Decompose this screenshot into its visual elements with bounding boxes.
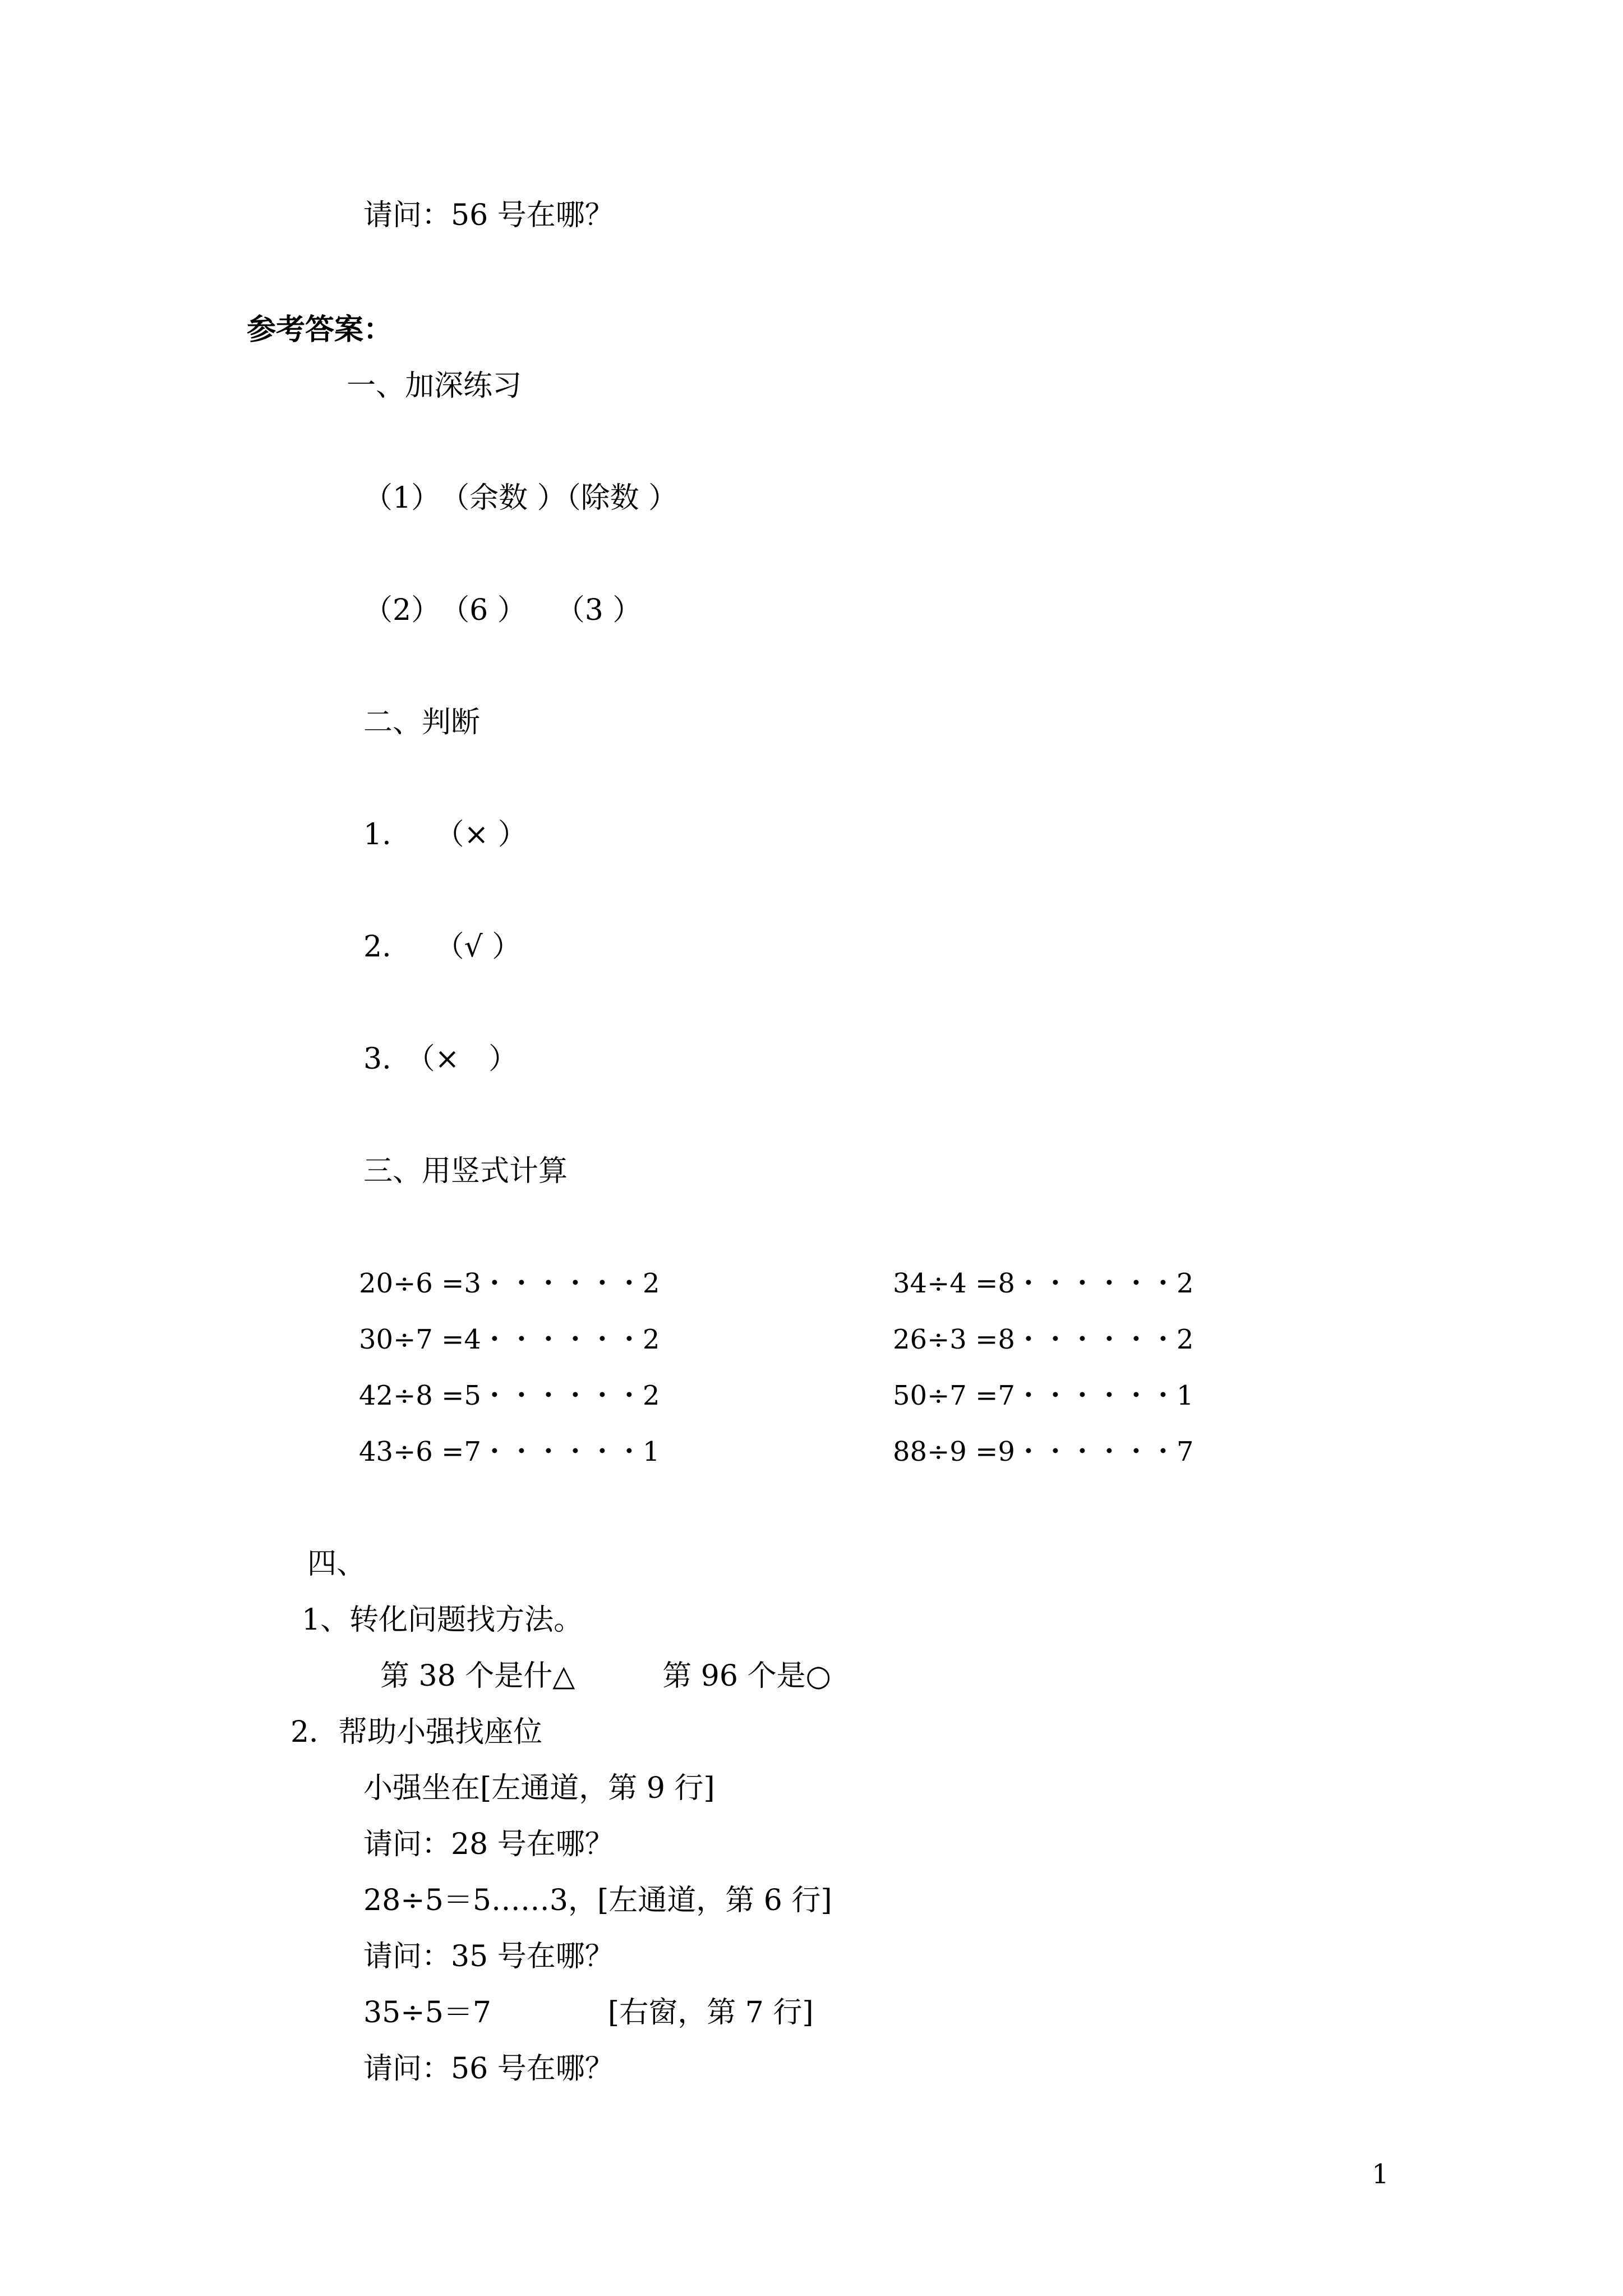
- calc-right-3: 50÷7 =7・・・・・・1: [893, 1380, 1194, 1411]
- seat-line-3: 28÷5＝5……3，[左通道，第 6 行]: [363, 1884, 832, 1917]
- calc-left-4: 43÷6 =7・・・・・・1: [359, 1436, 660, 1467]
- section-2-title: 二、判断: [363, 706, 481, 739]
- page-number: 1: [1372, 2159, 1389, 2190]
- section-1-title: 一、加深练习: [347, 369, 522, 403]
- seat-line-4: 请问：35 号在哪？: [363, 1940, 614, 1973]
- seat-line-1: 小强坐在[左通道，第 9 行]: [363, 1772, 715, 1805]
- section-3-title: 三、用竖式计算: [363, 1154, 568, 1188]
- seat-line-6: 请问：56 号在哪？: [363, 2052, 614, 2086]
- calc-right-1: 34÷4 =8・・・・・・2: [893, 1268, 1194, 1299]
- calc-right-4: 88÷9 =9・・・・・・7: [893, 1436, 1194, 1467]
- seat-line-2: 请问：28 号在哪？: [363, 1828, 614, 1861]
- section-4-sub-1-title: 1、转化问题找方法。: [302, 1603, 583, 1637]
- question-56-top: 请问：56 号在哪？: [363, 199, 614, 232]
- section-4-sub-1-answer: 第 38 个是什△ 第 96 个是○: [380, 1659, 831, 1693]
- section-4-sub-2-title: 2．帮助小强找座位: [291, 1715, 543, 1749]
- judgment-answer-2: 2. （√ ）: [363, 930, 522, 964]
- calc-left-2: 30÷7 =4・・・・・・2: [359, 1324, 660, 1355]
- calc-right-2: 26÷3 =8・・・・・・2: [893, 1324, 1194, 1355]
- calc-left-1: 20÷6 =3・・・・・・2: [359, 1268, 660, 1299]
- section-1-answer-2: （2） （6 ） （3 ）: [363, 593, 642, 627]
- section-1-answer-1: （1） （余数 ）（除数 ）: [363, 481, 678, 515]
- judgment-answer-3: 3. （× ）: [363, 1042, 518, 1076]
- judgment-answer-1: 1. （× ）: [363, 818, 527, 852]
- seat-line-5: 35÷5＝7 [右窗，第 7 行]: [363, 1996, 814, 2030]
- answers-heading: 参考答案：: [247, 312, 393, 347]
- section-4-title: 四、: [307, 1547, 366, 1581]
- calc-left-3: 42÷8 =5・・・・・・2: [359, 1380, 660, 1411]
